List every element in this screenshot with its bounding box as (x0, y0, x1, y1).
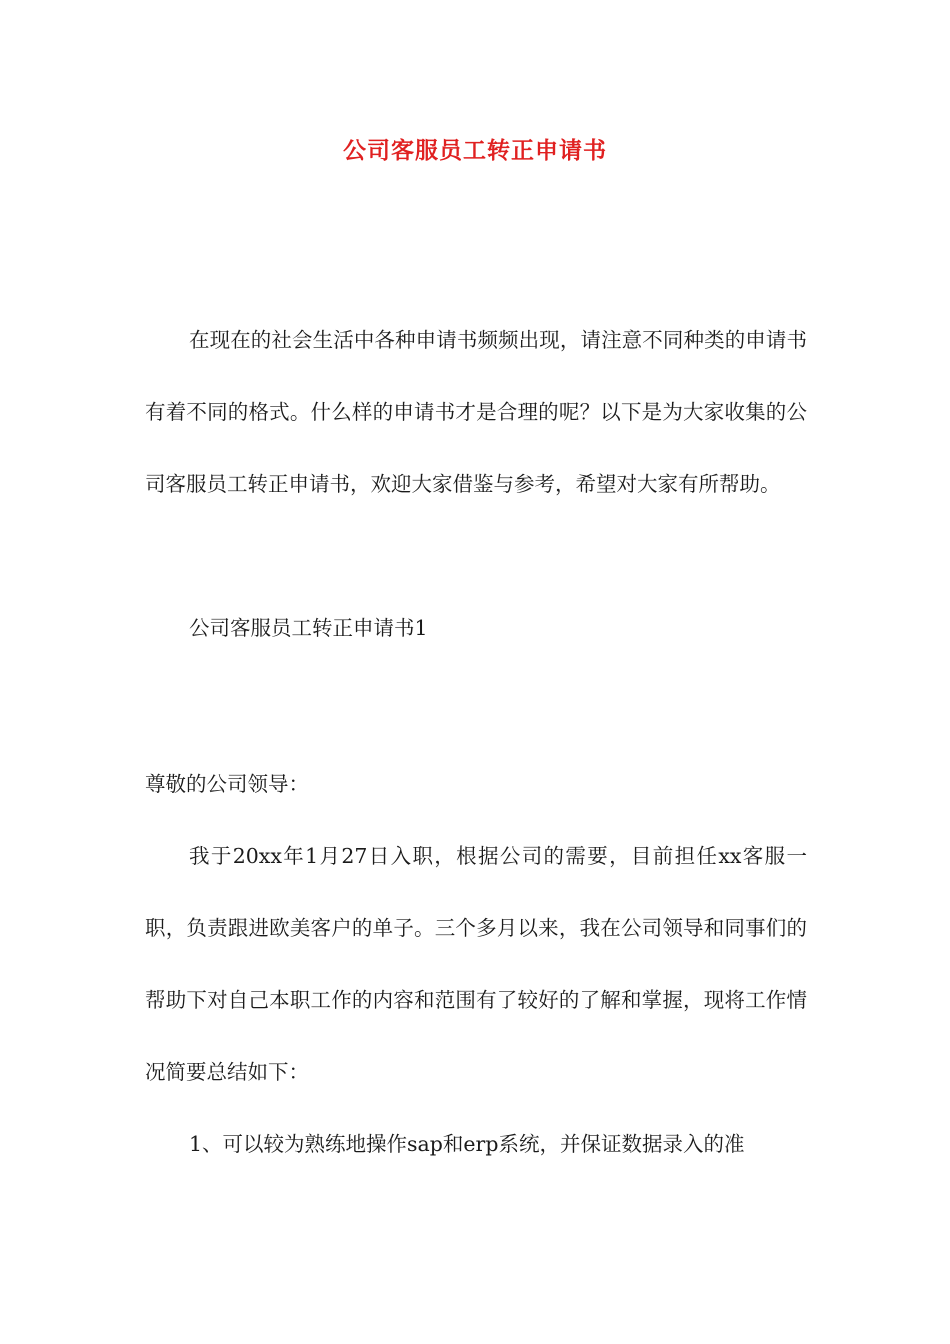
body-paragraph-1: 我于20xx年1月27日入职，根据公司的需要，目前担任xx客服一职，负责跟进欧美客户的单子。三个多月以来，我在公司领导和同事们的帮助下对自己本职工作的内容和范围有了较好的了解和掌握，现将工作情况简要总结如下： (145, 844, 807, 1084)
sub-heading-section (145, 592, 807, 664)
body-section-2 (145, 1108, 807, 1180)
intro-paragraph: 在现在的社会生活中各种申请书频频出现，请注意不同种类的申请书有着不同的格式。什么样的申请书才是合理的呢？以下是为大家收集的公司客服员工转正申请书，欢迎大家借鉴与参考，希望对大家有所帮助。 (145, 328, 807, 496)
document-title: 公司客服员工转正申请书 (343, 138, 607, 164)
body-paragraph-2: 1、可以较为熟练地操作sap和erp系统，并保证数据录入的准 (189, 1132, 745, 1156)
salutation: 尊敬的公司领导： (145, 772, 309, 796)
salutation-section (145, 748, 807, 820)
sub-heading: 公司客服员工转正申请书1 (189, 616, 428, 640)
body-section-1 (145, 820, 807, 1108)
intro-section (145, 304, 807, 520)
